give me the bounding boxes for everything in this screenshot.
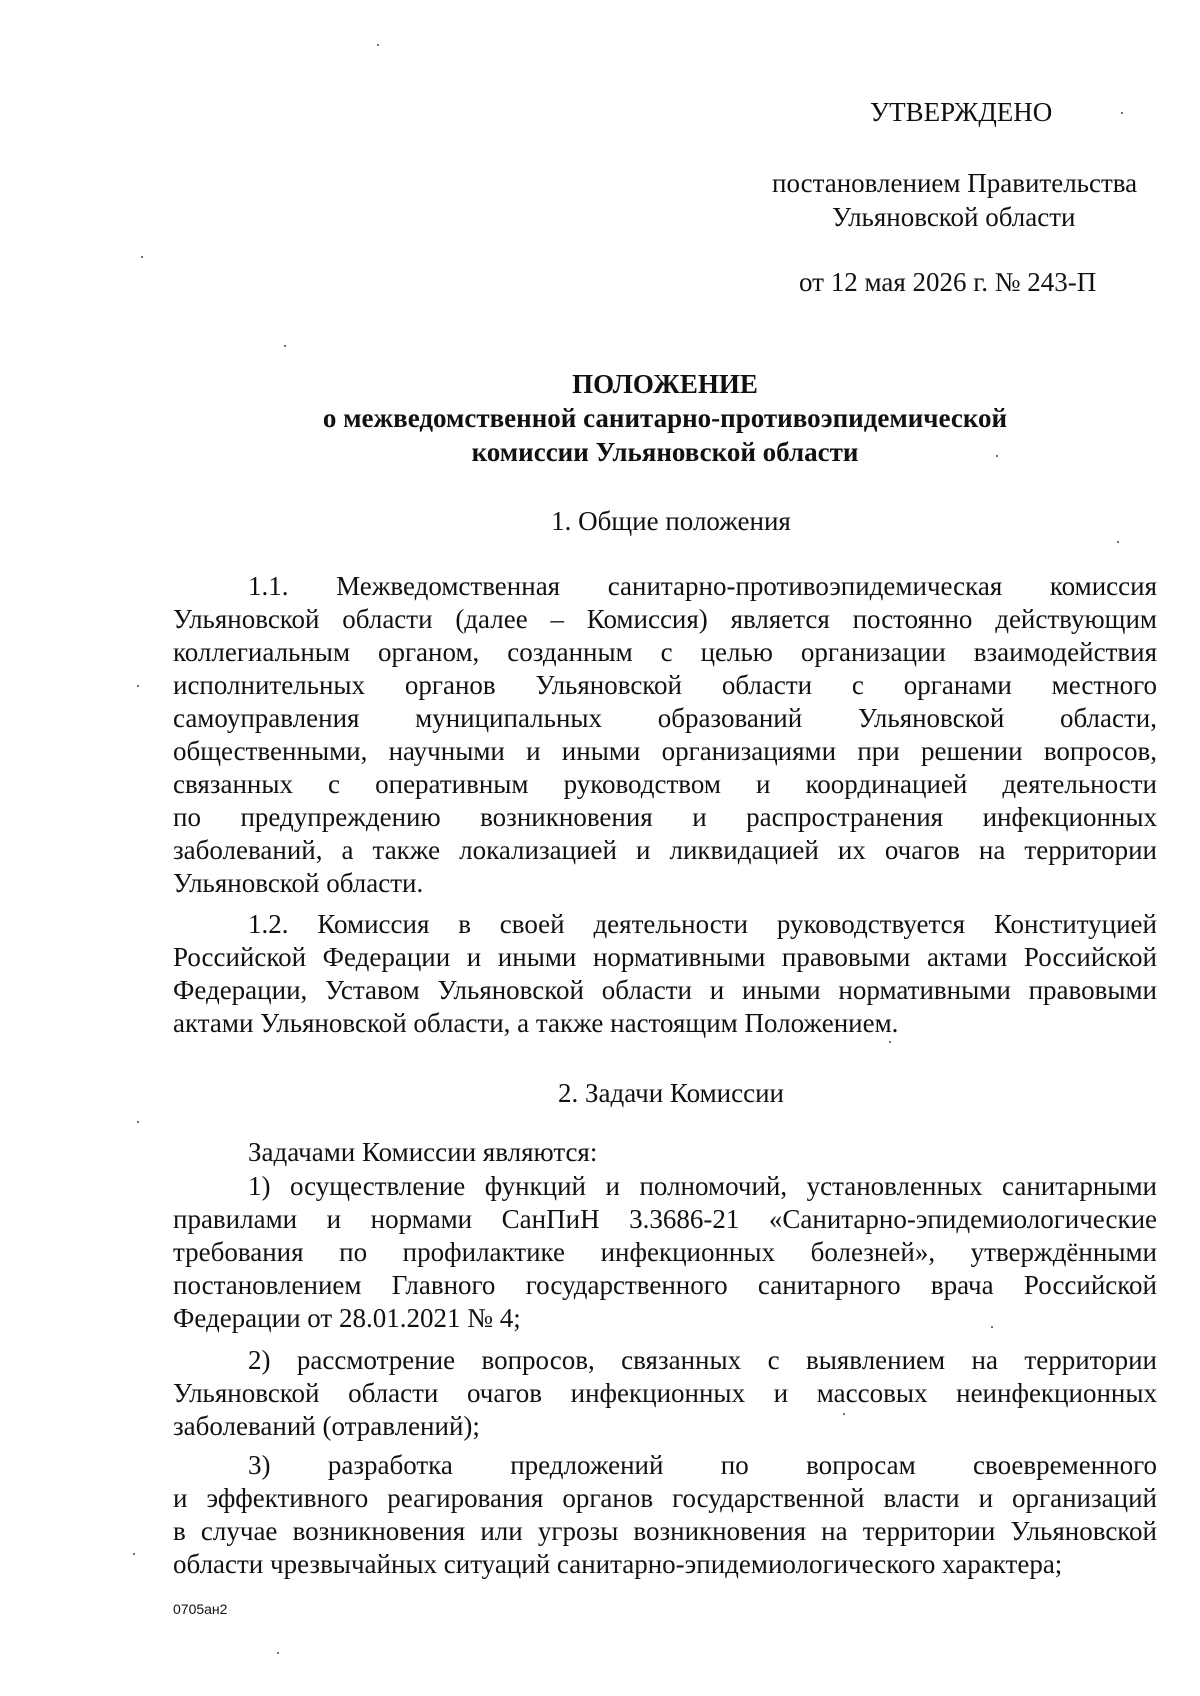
scan-speck — [991, 1326, 993, 1328]
resolution-date: от 12 мая 2026 г. № 243-П — [799, 267, 1097, 297]
paragraph-1-2 — [173, 908, 1157, 1040]
paragraph-line: 1.1. Межведомственная санитарно-противоэпидемическая комиссия — [248, 571, 1157, 601]
task-1 — [173, 1170, 1157, 1335]
paragraph-line: актами Ульяновской области, а также настоящим Положением. — [173, 1008, 899, 1038]
scan-speck — [996, 455, 998, 457]
section-2-heading: 2. Задачи Комиссии — [558, 1078, 784, 1108]
paragraph-line: Ульяновской области. — [173, 868, 424, 898]
paragraph-line: заболеваний (отравлений); — [173, 1411, 480, 1441]
paragraph-line: Федерации, Уставом Ульяновской области и иными нормативными правовыми — [173, 975, 1157, 1005]
tasks-intro — [173, 1136, 1157, 1169]
task-2 — [173, 1344, 1157, 1443]
scan-speck — [137, 1121, 139, 1123]
paragraph-line: Ульяновской области очагов инфекционных и массовых неинфекционных — [173, 1378, 1157, 1408]
paragraph-line: требования по профилактике инфекционных болезней», утверждёнными — [173, 1237, 1157, 1267]
paragraph-line: области чрезвычайных ситуаций санитарно-эпидемиологического характера; — [173, 1549, 1063, 1579]
paragraph-line: связанных с оперативным руководством и координацией деятельности — [173, 769, 1157, 799]
approved-stamp: УТВЕРЖДЕНО — [870, 97, 1053, 127]
scan-speck — [1117, 541, 1119, 543]
paragraph-line: в случае возникновения или угрозы возникновения на территории Ульяновской — [173, 1516, 1157, 1546]
paragraph-line: самоуправления муниципальных образований Ульяновской области, — [173, 703, 1157, 733]
paragraph-line: Федерации от 28.01.2021 № 4; — [173, 1303, 521, 1333]
scan-speck — [141, 256, 143, 258]
paragraph-line: постановлением Главного государственного санитарного врача Российской — [173, 1270, 1157, 1300]
resolution-line-2: Ульяновской области — [832, 202, 1076, 232]
paragraph-line: и эффективного реагирования органов государственной власти и организаций — [173, 1483, 1157, 1513]
scan-speck — [284, 345, 286, 347]
resolution-line-1: постановлением Правительства — [772, 168, 1138, 198]
scan-speck — [1121, 112, 1123, 114]
scan-speck — [377, 44, 379, 46]
paragraph-line: по предупреждению возникновения и распространения инфекционных — [173, 802, 1157, 832]
document-title: ПОЛОЖЕНИЕ — [572, 369, 758, 399]
paragraph-line: 1) осуществление функций и полномочий, установленных санитарными — [248, 1171, 1157, 1201]
paragraph-line: Российской Федерации и иными нормативными правовыми актами Российской — [173, 942, 1157, 972]
task-3 — [173, 1449, 1157, 1581]
scan-speck — [843, 1413, 845, 1415]
scan-speck — [889, 1041, 891, 1043]
scan-speck — [137, 685, 139, 687]
paragraph-line: 2) рассмотрение вопросов, связанных с выявлением на территории — [248, 1345, 1157, 1375]
scan-speck — [277, 1652, 279, 1654]
paragraph-line: коллегиальным органом, созданным с целью организации взаимодействия — [173, 637, 1157, 667]
paragraph-line: общественными, научными и иными организациями при решении вопросов, — [173, 736, 1157, 766]
paragraph-line: заболеваний, а также локализацией и ликвидацией их очагов на территории — [173, 835, 1157, 865]
paragraph-line: 1.2. Комиссия в своей деятельности руководствуется Конституцией — [248, 909, 1157, 939]
section-1-heading: 1. Общие положения — [551, 506, 791, 536]
paragraph-line: правилами и нормами СанПиН 3.3686-21 «Санитарно-эпидемиологические — [173, 1204, 1157, 1234]
paragraph-line: 3) разработка предложений по вопросам своевременного — [248, 1450, 1157, 1480]
paragraph-line: исполнительных органов Ульяновской области с органами местного — [173, 670, 1157, 700]
footer-code: 0705ан2 — [173, 1601, 228, 1617]
document-subtitle-line-1: о межведомственной санитарно-противоэпидемической — [322, 403, 1008, 433]
paragraph-line: Задачами Комиссии являются: — [248, 1137, 598, 1167]
paragraph-1-1 — [173, 570, 1157, 900]
scan-speck — [133, 1553, 135, 1555]
paragraph-line: Ульяновской области (далее – Комиссия) является постоянно действующим — [173, 604, 1157, 634]
document-subtitle-line-2: комиссии Ульяновской области — [471, 437, 859, 467]
